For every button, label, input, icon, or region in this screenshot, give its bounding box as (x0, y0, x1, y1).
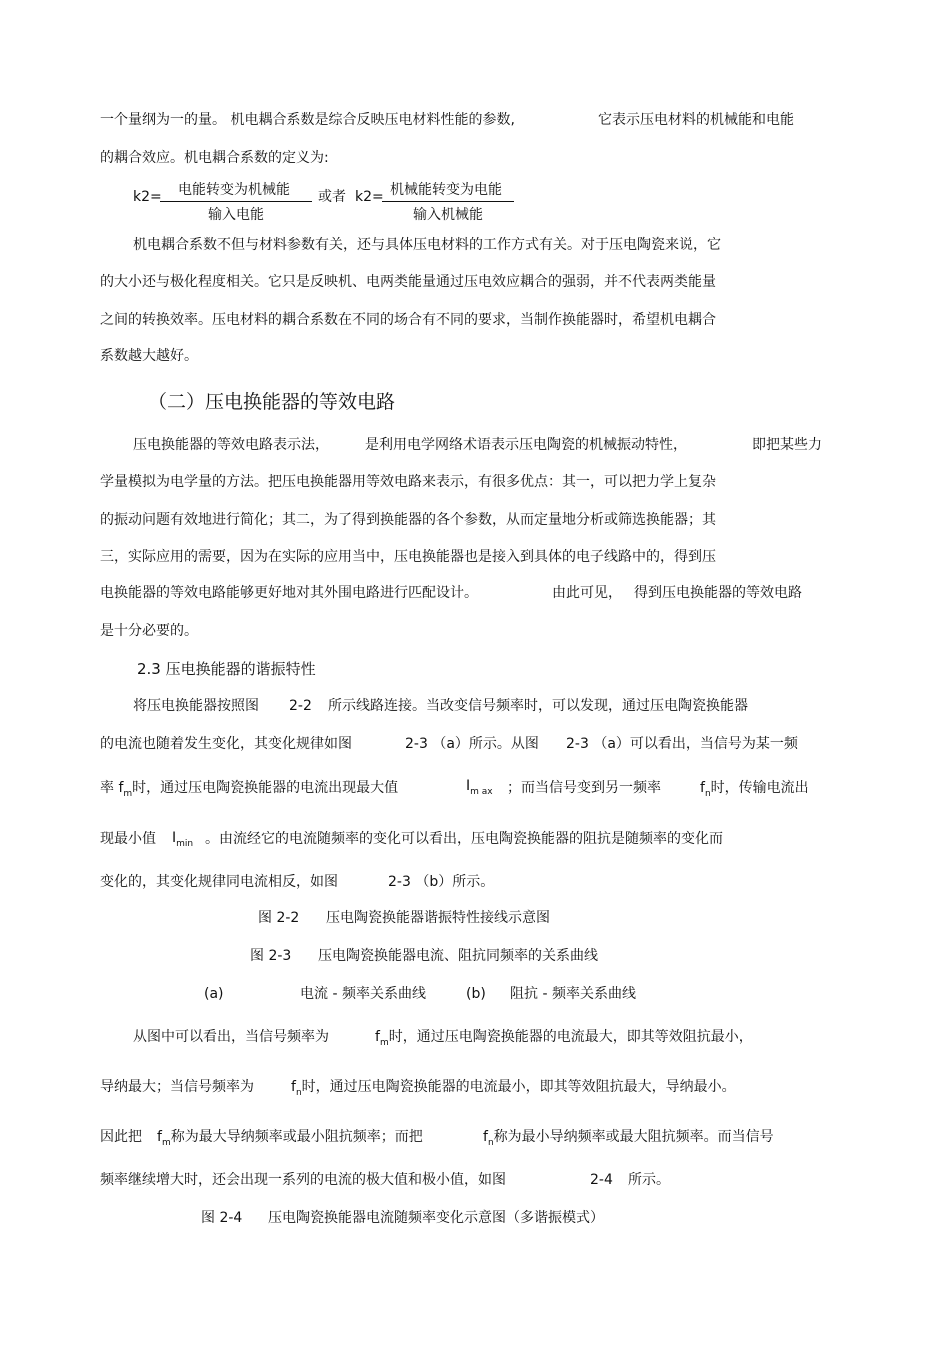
para2-line-5c: 得到压电换能器的等效电路 (634, 585, 802, 601)
symbol-f: f (291, 1079, 296, 1095)
para1-line-1: 机电耦合系数不但与材料参数有关，还与具体压电材料的工作方式有关。对于压电陶瓷来说，它 (133, 237, 721, 253)
para3-line-5a: 变化的，其变化规律同电流相反，如图 (100, 874, 338, 890)
formula-k-left: k2= (133, 189, 162, 205)
symbol-f: f (157, 1129, 162, 1145)
fraction-left-numerator: 电能转变为机械能 (160, 179, 312, 202)
para4-line-1a: 从图中可以看出，当信号频率为 (133, 1029, 329, 1045)
para3-line-3d: ；而当信号变到另一频率 (507, 780, 661, 796)
subscript-n: n (295, 1088, 302, 1098)
para3-line-3a (100, 778, 398, 800)
symbol-I-min: I (172, 830, 177, 846)
para1-line-4: 系数越大越好。 (100, 348, 198, 364)
para1-line-2: 的大小还与极化程度相关。它只是反映机、电两类能量通过压电效应耦合的强弱，并不代表两类能量 (100, 274, 716, 290)
fraction-right (382, 179, 514, 224)
intro-text-1b: 它表示压电材料的机械能和电能 (598, 112, 794, 128)
para2-line-2: 学量模拟为电学量的方法。把压电换能器用等效电路来表示，有很多优点：其一，可以把力学上复杂 (100, 474, 716, 490)
text-min-current: 时，通过压电陶瓷换能器的电流最小，即其等效阻抗最大，导纳最小。 (301, 1079, 736, 1095)
section-heading-equivalent-circuit: （二）压电换能器的等效电路 (148, 391, 396, 413)
para4-line-4c: 所示。 (628, 1172, 670, 1188)
para4-line-2b (291, 1077, 736, 1099)
symbol-f: f (483, 1129, 488, 1145)
para3-line-3c (466, 776, 493, 798)
fraction-right-numerator: 机械能转变为电能 (382, 179, 514, 202)
para2-line-1b: 是利用电学网络术语表示压电陶瓷的机械振动特性， (365, 437, 687, 453)
para2-line-1a: 压电换能器的等效电路表示法， (133, 437, 329, 453)
para3-line-2a: 的电流也随着发生变化，其变化规律如图 (100, 736, 352, 752)
intro-line-1b (598, 110, 794, 130)
para4-line-3d (483, 1127, 774, 1149)
caption-fig-2-3-label: 图 2-3 (250, 948, 292, 964)
caption-fig-2-3-text: 压电陶瓷换能器电流、阻抗同频率的关系曲线 (318, 948, 598, 964)
subscript-m: m (161, 1138, 171, 1148)
text-min-admittance: 称为最小导纳频率或最大阻抗频率。而当信号 (493, 1129, 774, 1145)
formula-k-right: k2= (355, 189, 384, 205)
para4-line-4b: 2-4 (590, 1172, 613, 1188)
caption-fig-2-2-text: 压电陶瓷换能器谐振特性接线示意图 (326, 910, 550, 926)
para2-line-1c: 即把某些力 (752, 437, 822, 453)
caption-sub-a: (a) (204, 986, 224, 1002)
para3-line-4b (172, 828, 193, 850)
section-heading-resonance: 2.3 压电换能器的谐振特性 (137, 660, 316, 678)
subscript-m: m (123, 789, 133, 799)
text-current-out: 时，传输电流出 (710, 780, 809, 796)
symbol-f: f (700, 780, 705, 796)
para3-line-4c: 。由流经它的电流随频率的变化可以看出，压电陶瓷换能器的阻抗是随频率的变化而 (205, 831, 723, 847)
formula-or: 或者 (318, 189, 346, 205)
subscript-max: m ax (470, 787, 493, 797)
subscript-min: min (176, 839, 194, 849)
intro-text-2: 的耦合效应。机电耦合系数的定义为: (100, 150, 329, 166)
subscript-m: m (379, 1038, 389, 1048)
para1-line-3: 之间的转换效率。压电材料的耦合系数在不同的场合有不同的要求，当制作换能器时，希望机电耦合 (100, 312, 716, 328)
intro-text-1a: 一个量纲为一的量。 机电耦合系数是综合反映压电材料性能的参数, (100, 112, 515, 128)
para3-line-5b: 2-3 （b）所示。 (388, 874, 495, 890)
para4-line-1b (375, 1027, 753, 1049)
para2-line-5a: 电换能器的等效电路能够更好地对其外围电路进行匹配设计。 (100, 585, 478, 601)
fraction-right-denominator: 输入机械能 (413, 207, 483, 223)
para3-line-1a: 将压电换能器按照图 (133, 698, 259, 714)
text-max-current: 时，通过压电陶瓷换能器的电流最大，即其等效阻抗最小， (388, 1029, 753, 1045)
symbol-I: I (466, 778, 471, 794)
para3-line-1b: 2-2 (289, 698, 312, 714)
para4-line-3b (157, 1127, 423, 1149)
fraction-left-denominator: 输入电能 (208, 207, 264, 223)
caption-sub-b-text: 阻抗 - 频率关系曲线 (510, 986, 636, 1002)
intro-line-2 (100, 148, 329, 168)
para2-line-5b: 由此可见， (552, 585, 622, 601)
para3-line-2c: 2-3 （a）可以看出，当信号为某一频 (566, 736, 798, 752)
para2-line-3: 的振动问题有效地进行简化；其二，为了得到换能器的各个参数，从而定量地分析或筛选换能器；其 (100, 512, 716, 528)
para4-line-3a: 因此把 (100, 1129, 142, 1145)
para2-line-4: 三，实际应用的需要，因为在实际的应用当中，压电换能器也是接入到具体的电子线路中的，得到压 (100, 549, 716, 565)
para3-line-2b: 2-3 （a）所示。从图 (405, 736, 539, 752)
caption-sub-a-text: 电流 - 频率关系曲线 (300, 986, 426, 1002)
para2-line-6: 是十分必要的。 (100, 623, 198, 639)
caption-fig-2-4-label: 图 2-4 (201, 1210, 243, 1226)
para4-line-2a: 导纳最大；当信号频率为 (100, 1079, 254, 1095)
subscript-n: n (487, 1138, 494, 1148)
caption-fig-2-2-label: 图 2-2 (258, 910, 300, 926)
subscript-n: n (704, 789, 711, 799)
para3-line-3e (700, 778, 809, 800)
symbol-f: f (375, 1029, 380, 1045)
para4-line-4a: 频率继续增大时，还会出现一系列的电流的极大值和极小值，如图 (100, 1172, 506, 1188)
caption-sub-b: (b) (466, 986, 486, 1002)
text-freq-fm: 率 f (100, 780, 124, 796)
caption-fig-2-4-text: 压电陶瓷换能器电流随频率变化示意图（多谐振模式） (268, 1210, 604, 1226)
para3-line-1c: 所示线路连接。当改变信号频率时，可以发现，通过压电陶瓷换能器 (328, 698, 748, 714)
intro-line-1 (100, 110, 515, 130)
text-current-max: 时，通过压电陶瓷换能器的电流出现最大值 (132, 780, 399, 796)
para3-line-4a: 现最小值 (100, 831, 156, 847)
fraction-left (160, 179, 312, 224)
text-max-admittance: 称为最大导纳频率或最小阻抗频率；而把 (170, 1129, 423, 1145)
